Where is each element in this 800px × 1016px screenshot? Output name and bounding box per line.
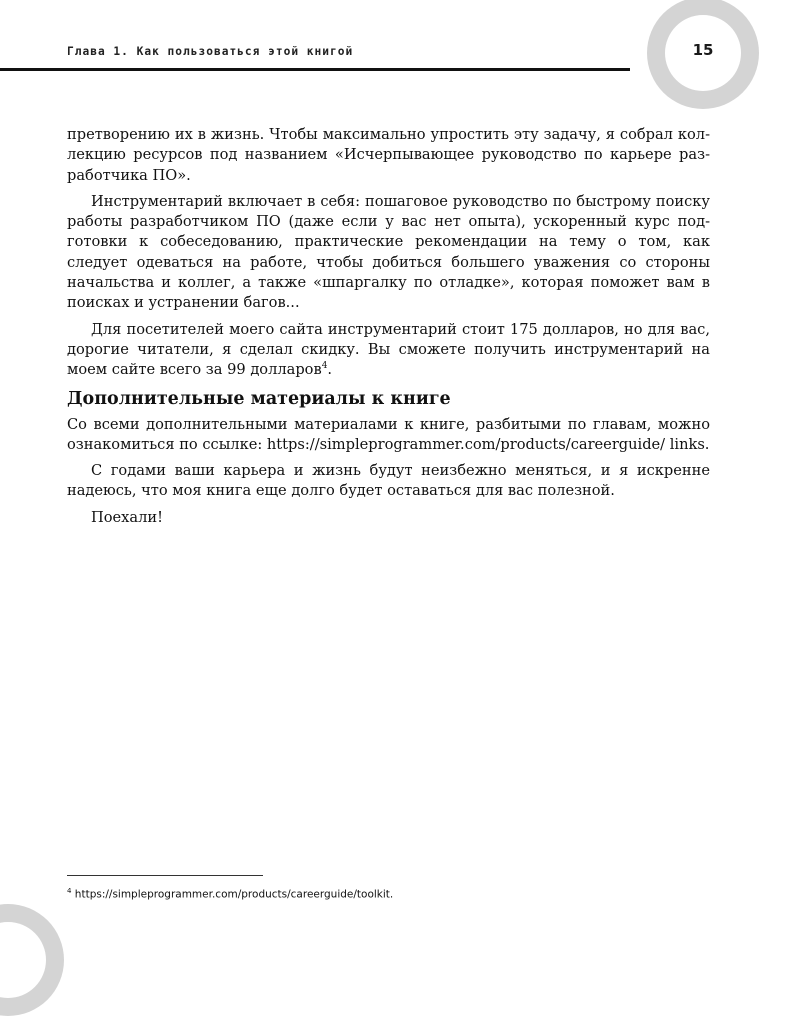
paragraph-text: Для посетителей моего сайта инструментарий стоит 175 долларов, но для вас, дорогие читатели, я сделал скидку. Вы сможете получить инструментарий на моем сайте всего за 99 долларов bbox=[67, 320, 710, 379]
corner-ring-hole bbox=[0, 922, 46, 998]
paragraph-with-footnote bbox=[67, 320, 710, 381]
header-rule bbox=[0, 68, 630, 71]
paragraph: претворению их в жизнь. Чтобы максимально упростить эту задачу, я собрал коллекцию ресурсов под названием «Исчерпывающее руководство по карьере разработчика ПО». bbox=[67, 126, 710, 184]
paragraph: Со всеми дополнительными материалами к книге, разбитыми по главам, можно ознакомиться по ссылке: https://simpleprogrammer.com/products/careerguide/ links. bbox=[67, 415, 710, 453]
running-head-chapter-title: Глава 1. Как пользоваться этой книгой bbox=[67, 45, 354, 58]
page-number: 15 bbox=[692, 41, 714, 59]
paragraph: С годами ваши карьера и жизнь будут неизбежно меняться, и я искренне надеюсь, что моя книга еще долго будет оставаться для вас полезной. bbox=[67, 462, 710, 500]
main-text bbox=[67, 125, 710, 534]
footnote-separator bbox=[67, 875, 263, 876]
corner-ring-decoration bbox=[0, 904, 64, 1016]
paragraph: Инструментарий включает в себя: пошаговое руководство по быстрому поиску работы разработчиком ПО (даже если у вас нет опыта), ускоренный курс подготовки к собеседованию, практические рекомендации на тему о том, как следует одеваться на работе, чтобы добиться большего уважения со стороны начальства и коллег, а также «шпаргалку по отладке», которая поможет вам в поисках и устранении багов... bbox=[67, 192, 710, 312]
footnote-reference[interactable]: 4 bbox=[321, 361, 328, 372]
footnote-marker: 4 bbox=[67, 887, 72, 895]
paragraph-closing: Поехали! bbox=[91, 508, 163, 526]
footnote bbox=[67, 887, 393, 901]
paragraph-end: . bbox=[327, 361, 333, 379]
section-heading: Дополнительные материалы к книге bbox=[67, 388, 451, 409]
footnote-link[interactable]: https://simpleprogrammer.com/products/careerguide/toolkit. bbox=[71, 888, 394, 901]
